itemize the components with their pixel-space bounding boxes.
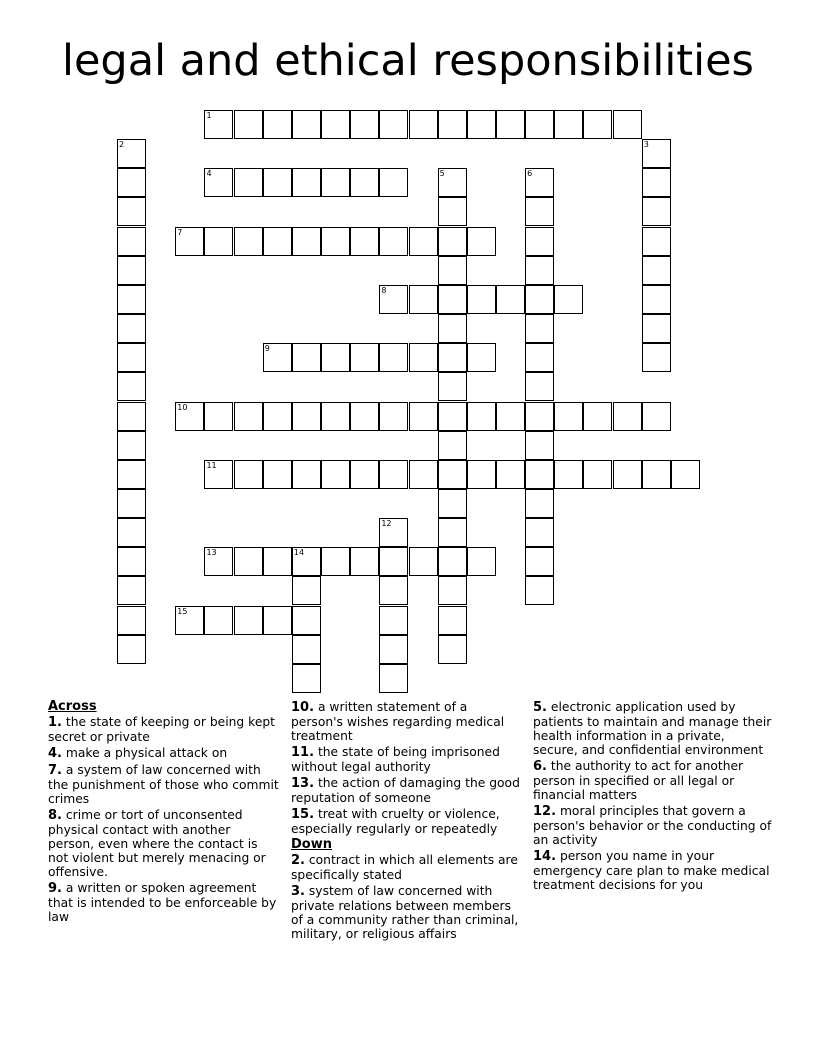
grid-cell[interactable] xyxy=(204,402,233,431)
grid-cell[interactable] xyxy=(292,460,321,489)
grid-cell[interactable] xyxy=(496,402,525,431)
grid-cell[interactable] xyxy=(117,635,146,664)
grid-cell[interactable] xyxy=(438,460,467,489)
grid-cell[interactable] xyxy=(525,110,554,139)
grid-cell[interactable] xyxy=(525,431,554,460)
grid-cell[interactable] xyxy=(642,343,671,372)
grid-cell[interactable] xyxy=(263,460,292,489)
grid-cell[interactable] xyxy=(117,168,146,197)
grid-cell[interactable] xyxy=(292,635,321,664)
grid-cell[interactable] xyxy=(409,343,438,372)
grid-cell[interactable] xyxy=(117,139,146,168)
clue-text: system of law concerned with private relations between members of a community rather than criminal, military, or religious affairs xyxy=(291,884,519,941)
grid-cell[interactable] xyxy=(175,227,204,256)
grid-cell[interactable] xyxy=(379,168,408,197)
clue-number-label: 14. xyxy=(533,849,557,864)
clue-text: the authority to act for another person in specified or all legal or financial matters xyxy=(533,759,744,802)
grid-cell[interactable] xyxy=(525,372,554,401)
grid-cell[interactable] xyxy=(204,460,233,489)
grid-cell[interactable] xyxy=(350,547,379,576)
grid-cell[interactable] xyxy=(292,547,321,576)
clue-number-label: 11. xyxy=(291,745,315,760)
grid-cell[interactable] xyxy=(117,547,146,576)
grid-cell[interactable] xyxy=(642,197,671,226)
clue-number-label: 6. xyxy=(533,759,547,774)
grid-cell[interactable] xyxy=(321,168,350,197)
clue-number-label: 13. xyxy=(291,776,315,791)
grid-cell[interactable] xyxy=(350,460,379,489)
grid-cell[interactable] xyxy=(642,227,671,256)
clue-text: the state of keeping or being kept secret or private xyxy=(48,715,276,744)
across-clue-list-2 xyxy=(291,700,523,836)
across-header: Across xyxy=(48,699,97,714)
grid-cell[interactable] xyxy=(234,547,263,576)
grid-cell[interactable] xyxy=(234,110,263,139)
grid-cell[interactable] xyxy=(642,285,671,314)
grid-cell[interactable] xyxy=(350,110,379,139)
grid-cell[interactable] xyxy=(525,489,554,518)
clue xyxy=(291,776,523,805)
grid-cell[interactable] xyxy=(409,460,438,489)
clue-number: 12 xyxy=(381,519,392,529)
grid-cell[interactable] xyxy=(117,489,146,518)
grid-cell[interactable] xyxy=(350,168,379,197)
grid-cell[interactable] xyxy=(642,139,671,168)
grid-cell[interactable] xyxy=(438,256,467,285)
grid-cell[interactable] xyxy=(117,372,146,401)
clue-number: 8 xyxy=(381,285,387,295)
grid-cell[interactable] xyxy=(379,227,408,256)
grid-cell[interactable] xyxy=(117,518,146,547)
grid-cell[interactable] xyxy=(409,227,438,256)
clue-text: moral principles that govern a person's behavior or the conducting of an activity xyxy=(533,804,772,847)
clue xyxy=(291,884,523,941)
grid-cell[interactable] xyxy=(321,460,350,489)
grid-cell[interactable] xyxy=(263,606,292,635)
grid-cell[interactable] xyxy=(671,460,700,489)
down-clue-list-2 xyxy=(533,700,773,892)
grid-cell[interactable] xyxy=(554,110,583,139)
grid-cell[interactable] xyxy=(525,402,554,431)
grid-cell[interactable] xyxy=(204,606,233,635)
grid-cell[interactable] xyxy=(409,285,438,314)
grid-cell[interactable] xyxy=(525,227,554,256)
grid-cell[interactable] xyxy=(234,402,263,431)
clues-column-2 xyxy=(291,700,523,943)
clue-number: 15 xyxy=(177,606,188,616)
grid-cell[interactable] xyxy=(583,460,612,489)
clue xyxy=(533,804,773,847)
grid-cell[interactable] xyxy=(117,343,146,372)
grid-cell[interactable] xyxy=(554,402,583,431)
grid-cell[interactable] xyxy=(321,227,350,256)
grid-cell[interactable] xyxy=(583,110,612,139)
grid-cell[interactable] xyxy=(379,606,408,635)
grid-cell[interactable] xyxy=(613,402,642,431)
clue-number: 11 xyxy=(206,460,217,470)
grid-cell[interactable] xyxy=(292,227,321,256)
grid-cell[interactable] xyxy=(292,110,321,139)
grid-cell[interactable] xyxy=(117,285,146,314)
clue-number-label: 7. xyxy=(48,763,62,778)
grid-cell[interactable] xyxy=(525,197,554,226)
grid-cell[interactable] xyxy=(525,285,554,314)
clue-number: 14 xyxy=(293,548,305,558)
grid-cell[interactable] xyxy=(438,285,467,314)
grid-cell[interactable] xyxy=(117,460,146,489)
clue-text: contract in which all elements are specifically stated xyxy=(291,853,518,882)
clue-text: electronic application used by patients to maintain and manage their health information in a private, secure, and confidential environment xyxy=(533,700,772,757)
grid-cell[interactable] xyxy=(554,460,583,489)
clue-number-label: 15. xyxy=(291,807,315,822)
grid-cell[interactable] xyxy=(525,256,554,285)
grid-cell[interactable] xyxy=(438,547,467,576)
grid-cell[interactable] xyxy=(204,547,233,576)
clue xyxy=(533,759,773,802)
grid-cell[interactable] xyxy=(496,460,525,489)
down-header: Down xyxy=(291,837,332,852)
grid-cell[interactable] xyxy=(117,402,146,431)
clue-number: 6 xyxy=(527,169,533,179)
clue-number-label: 4. xyxy=(48,746,62,761)
clue-number: 3 xyxy=(643,140,649,150)
grid-cell[interactable] xyxy=(379,635,408,664)
grid-cell[interactable] xyxy=(525,547,554,576)
clue-number: 2 xyxy=(119,140,125,150)
clue-text: person you name in your emergency care plan to make medical treatment decisions for you xyxy=(533,849,770,892)
grid-cell[interactable] xyxy=(438,227,467,256)
grid-cell[interactable] xyxy=(642,256,671,285)
clue-number-label: 5. xyxy=(533,700,547,715)
clue-number-label: 12. xyxy=(533,804,557,819)
grid-cell[interactable] xyxy=(525,168,554,197)
grid-cell[interactable] xyxy=(379,110,408,139)
clue-number-label: 10. xyxy=(291,700,315,715)
grid-cell[interactable] xyxy=(438,606,467,635)
grid-cell[interactable] xyxy=(379,285,408,314)
clue xyxy=(48,808,280,879)
grid-cell[interactable] xyxy=(263,402,292,431)
across-clue-list-1 xyxy=(48,715,280,924)
grid-cell[interactable] xyxy=(117,606,146,635)
grid-cell[interactable] xyxy=(613,460,642,489)
grid-cell[interactable] xyxy=(613,110,642,139)
grid-cell[interactable] xyxy=(292,168,321,197)
clue-number: 10 xyxy=(177,402,188,412)
grid-cell[interactable] xyxy=(409,547,438,576)
grid-cell[interactable] xyxy=(438,518,467,547)
clue-text: the action of damaging the good reputation of someone xyxy=(291,776,520,805)
grid-cell[interactable] xyxy=(175,606,204,635)
grid-cell[interactable] xyxy=(321,547,350,576)
grid-cell[interactable] xyxy=(350,227,379,256)
clue-text: make a physical attack on xyxy=(61,746,228,760)
grid-cell[interactable] xyxy=(525,343,554,372)
clue-number: 1 xyxy=(206,111,212,120)
clue-number: 4 xyxy=(206,169,212,179)
grid-cell[interactable] xyxy=(379,402,408,431)
clue-text: a system of law concerned with the punishment of those who commit crimes xyxy=(48,763,279,806)
clue-number-label: 2. xyxy=(291,853,305,868)
clue-number: 5 xyxy=(439,169,445,179)
grid-cell[interactable] xyxy=(642,168,671,197)
grid-cell[interactable] xyxy=(350,343,379,372)
grid-cell[interactable] xyxy=(263,227,292,256)
grid-cell[interactable] xyxy=(438,402,467,431)
grid-cell[interactable] xyxy=(438,197,467,226)
clue xyxy=(48,763,280,806)
grid-cell[interactable] xyxy=(234,168,263,197)
grid-cell[interactable] xyxy=(263,343,292,372)
grid-cell[interactable] xyxy=(642,460,671,489)
grid-cell[interactable] xyxy=(379,343,408,372)
clue-number-label: 8. xyxy=(48,808,62,823)
clue-number-label: 3. xyxy=(291,884,305,899)
clue-number: 13 xyxy=(206,548,217,558)
grid-cell[interactable] xyxy=(204,227,233,256)
clue xyxy=(48,746,280,761)
grid-cell[interactable] xyxy=(379,576,408,605)
clue xyxy=(291,807,523,836)
grid-cell[interactable] xyxy=(467,343,496,372)
grid-cell[interactable] xyxy=(117,431,146,460)
grid-cell[interactable] xyxy=(321,343,350,372)
grid-cell[interactable] xyxy=(263,168,292,197)
clue xyxy=(533,849,773,892)
grid-cell[interactable] xyxy=(438,314,467,343)
clue xyxy=(291,745,523,774)
grid-cell[interactable] xyxy=(117,227,146,256)
grid-cell[interactable] xyxy=(292,576,321,605)
clue-number-label: 1. xyxy=(48,715,62,730)
down-clue-list-1 xyxy=(291,853,523,941)
grid-cell[interactable] xyxy=(438,431,467,460)
grid-cell[interactable] xyxy=(321,402,350,431)
grid-cell[interactable] xyxy=(409,402,438,431)
grid-cell[interactable] xyxy=(525,576,554,605)
clue-text: treat with cruelty or violence, especially regularly or repeatedly xyxy=(291,807,500,836)
grid-cell[interactable] xyxy=(117,256,146,285)
clue-text: the state of being imprisoned without legal authority xyxy=(291,745,500,774)
puzzle-title: legal and ethical responsibilities xyxy=(62,36,754,86)
clue xyxy=(533,700,773,757)
grid-cell[interactable] xyxy=(204,168,233,197)
grid-cell[interactable] xyxy=(175,402,204,431)
grid-cell[interactable] xyxy=(321,110,350,139)
clue xyxy=(48,881,280,924)
grid-cell[interactable] xyxy=(117,576,146,605)
grid-cell[interactable] xyxy=(642,314,671,343)
grid-cell[interactable] xyxy=(292,343,321,372)
grid-cell[interactable] xyxy=(438,489,467,518)
grid-cell[interactable] xyxy=(379,460,408,489)
grid-cell[interactable] xyxy=(292,402,321,431)
grid-cell[interactable] xyxy=(263,110,292,139)
grid-cell[interactable] xyxy=(642,402,671,431)
grid-cell[interactable] xyxy=(438,372,467,401)
grid-cell[interactable] xyxy=(438,635,467,664)
grid-cell[interactable] xyxy=(438,343,467,372)
grid-cell[interactable] xyxy=(583,402,612,431)
clue-text: a written statement of a person's wishes regarding medical treatment xyxy=(291,700,505,743)
clue-text: a written or spoken agreement that is intended to be enforceable by law xyxy=(48,881,277,924)
grid-cell[interactable] xyxy=(379,664,408,693)
grid-cell[interactable] xyxy=(467,547,496,576)
grid-cell[interactable] xyxy=(234,606,263,635)
grid-cell[interactable] xyxy=(467,110,496,139)
grid-cell[interactable] xyxy=(409,110,438,139)
grid-cell[interactable] xyxy=(467,402,496,431)
clue-number: 7 xyxy=(177,227,183,237)
grid-cell[interactable] xyxy=(525,314,554,343)
grid-cell[interactable] xyxy=(438,576,467,605)
clue-number: 9 xyxy=(264,344,270,354)
grid-cell[interactable] xyxy=(117,314,146,343)
grid-cell[interactable] xyxy=(467,285,496,314)
clue xyxy=(291,700,523,743)
grid-cell[interactable] xyxy=(204,110,233,139)
grid-cell[interactable] xyxy=(496,285,525,314)
clues-column-3 xyxy=(533,700,773,894)
grid-cell[interactable] xyxy=(350,402,379,431)
clue-number-label: 9. xyxy=(48,881,62,896)
grid-cell[interactable] xyxy=(554,285,583,314)
grid-cell[interactable] xyxy=(467,460,496,489)
grid-cell[interactable] xyxy=(438,168,467,197)
grid-cell[interactable] xyxy=(379,518,408,547)
clue xyxy=(48,715,280,744)
grid-cell[interactable] xyxy=(292,606,321,635)
grid-cell[interactable] xyxy=(292,664,321,693)
grid-cell[interactable] xyxy=(525,460,554,489)
clue xyxy=(291,853,523,882)
grid-cell[interactable] xyxy=(263,547,292,576)
grid-cell[interactable] xyxy=(438,110,467,139)
grid-cell[interactable] xyxy=(467,227,496,256)
grid-cell[interactable] xyxy=(379,547,408,576)
grid-cell[interactable] xyxy=(496,110,525,139)
grid-cell[interactable] xyxy=(117,197,146,226)
grid-cell[interactable] xyxy=(234,227,263,256)
clues-column-1 xyxy=(48,700,280,926)
grid-cell[interactable] xyxy=(525,518,554,547)
clue-text: crime or tort of unconsented physical contact with another person, even where the contact is not violent but merely menacing or offensive. xyxy=(48,808,266,879)
grid-cell[interactable] xyxy=(234,460,263,489)
